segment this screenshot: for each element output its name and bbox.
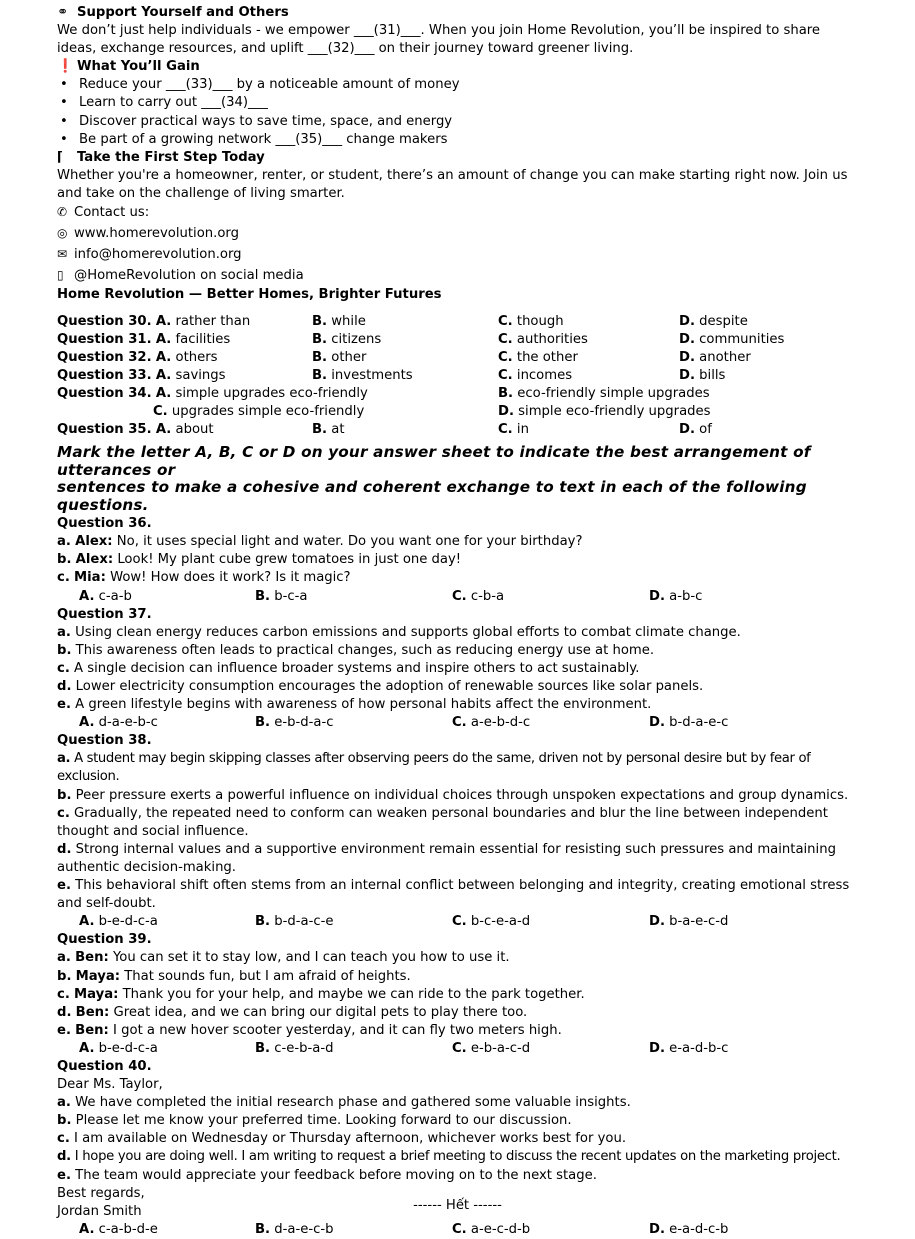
q38-line-c: c. Gradually, the repeated need to conform can weaken personal boundaries and blur the line between independent bbox=[57, 805, 828, 821]
handshake-icon: ⚭ bbox=[57, 5, 69, 20]
q39-line-c: c. Maya: Thank you for your help, and maybe we can ride to the park together. bbox=[57, 986, 585, 1002]
q37-line-e: e. A green lifestyle begins with awareness of how personal habits affect the environment. bbox=[57, 697, 652, 713]
question-38-title: Question 38. bbox=[57, 733, 152, 749]
q38-line-d: d. Strong internal values and a supportive environment remain essential for resisting such pressures and maintaining bbox=[57, 841, 836, 857]
q38-line-c-cont: thought and social influence. bbox=[57, 823, 249, 839]
support-text-1: We don’t just help individuals - we empower ___(31)___. When you join Home Revolution, you’ll be inspired to share bbox=[57, 23, 821, 39]
q39-line-a: a. Ben: You can set it to stay low, and I can teach you how to use it. bbox=[57, 950, 510, 966]
question-40-title: Question 40. bbox=[57, 1058, 152, 1074]
tagline: Home Revolution — Better Homes, Brighter Futures bbox=[57, 287, 442, 303]
list-item: • Discover practical ways to save time, space, and energy bbox=[57, 113, 871, 131]
globe-icon: ◎ bbox=[57, 226, 68, 241]
q39-options: A. b-e-d-c-a B. c-e-b-a-d C. e-b-a-c-d D. e-a-d-b-c bbox=[79, 1040, 729, 1056]
q36-line-c: c. Mia: Wow! How does it work? Is it magic? bbox=[57, 570, 351, 586]
q40-line-e: e. The team would appreciate your feedback before moving on to the next stage. bbox=[57, 1167, 597, 1183]
q38-line-e: e. This behavioral shift often stems from an internal conflict between belonging and integrity, creating emotional stress bbox=[57, 878, 850, 894]
sprout-icon: ⌈ bbox=[57, 149, 64, 165]
first-step-text-1: Whether you're a homeowner, renter, or student, there’s an amount of change you can make starting right now. Join us bbox=[57, 167, 848, 183]
questions-30-35 bbox=[57, 313, 871, 440]
q38-options: A. b-e-d-c-a B. b-d-a-c-e C. b-c-e-a-d D. b-a-e-c-d bbox=[79, 914, 729, 930]
list-item: • Learn to carry out ___(34)___ bbox=[57, 94, 871, 112]
question-36-title: Question 36. bbox=[57, 516, 152, 532]
page-footer: ------ Hết ------ bbox=[413, 1198, 502, 1213]
question-39-title: Question 39. bbox=[57, 932, 152, 948]
section-instruction: Mark the letter A, B, C or D on your answer sheet to indicate the best arrangement of utterances or sentences to make a cohesive and coherent exchange to text in each of the following questions. bbox=[57, 443, 811, 514]
q40-options: A. c-a-b-d-e B. d-a-e-c-b C. a-e-c-d-b D. e-a-d-c-b bbox=[79, 1221, 729, 1237]
q38-line-e-cont: and self-doubt. bbox=[57, 896, 156, 912]
q39-line-b: b. Maya: That sounds fun, but I am afraid of heights. bbox=[57, 968, 411, 984]
question-34: Question 34. A. simple upgrades eco-friendly B. eco-friendly simple upgrades C. upgrades simple eco-friendly D. simple eco-friendly upgrades bbox=[57, 385, 711, 419]
first-step-text-2: and take on the challenge of living smarter. bbox=[57, 185, 345, 201]
first-step-heading: ⌈ Take the First Step Today bbox=[57, 149, 871, 167]
q40-line-b: b. Please let me know your preferred time. Looking forward to our discussion. bbox=[57, 1113, 572, 1129]
question-30: Question 30. A. rather than B. while C. though D. despite bbox=[57, 313, 748, 329]
contact-social: ▯ @HomeRevolution on social media bbox=[57, 268, 304, 284]
gain-heading: ❗ What You’ll Gain bbox=[57, 58, 871, 76]
q38-line-a: a. A student may begin skipping classes after observing peers do the same, driven not by personal desire but by fear of exclusion. bbox=[57, 751, 811, 785]
q37-line-a: a. Using clean energy reduces carbon emissions and supports global efforts to combat climate change. bbox=[57, 624, 741, 640]
phone-icon: ✆ bbox=[57, 205, 68, 220]
question-35: Question 35. A. about B. at C. in D. of bbox=[57, 422, 712, 438]
q36-options: A. c-a-b B. b-c-a C. c-b-a D. a-b-c bbox=[79, 588, 703, 604]
contact-label: ✆ Contact us: bbox=[57, 205, 150, 221]
q37-line-b: b. This awareness often leads to practical changes, such as reducing energy use at home. bbox=[57, 642, 655, 658]
contact-email: ✉ info@homerevolution.org bbox=[57, 247, 242, 263]
q40-line-d: d. I hope you are doing well. I am writing to request a brief meeting to discuss the recent updates on the marketing project. bbox=[57, 1149, 841, 1165]
q40-line-c: c. I am available on Wednesday or Thursday afternoon, whichever works best for you. bbox=[57, 1131, 627, 1147]
q37-options: A. d-a-e-b-c B. e-b-d-a-c C. a-e-b-d-c D. b-d-a-e-c bbox=[79, 715, 729, 731]
support-text-2: ideas, exchange resources, and uplift ___(32)___ on their journey toward greener living. bbox=[57, 41, 634, 57]
q39-line-e: e. Ben: I got a new hover scooter yesterday, and it can fly two meters high. bbox=[57, 1022, 562, 1038]
list-item: • Reduce your ___(33)___ by a noticeable amount of money bbox=[57, 76, 871, 94]
question-31: Question 31. A. facilities B. citizens C. authorities D. communities bbox=[57, 331, 785, 347]
list-item: • Be part of a growing network ___(35)___ change makers bbox=[57, 131, 871, 149]
mobile-phone-icon: ▯ bbox=[57, 268, 64, 283]
contact-website: ◎ www.homerevolution.org bbox=[57, 226, 239, 242]
gain-list bbox=[57, 76, 871, 148]
q39-line-d: d. Ben: Great idea, and we can bring our digital pets to play there too. bbox=[57, 1004, 528, 1020]
q38-line-d-cont: authentic decision-making. bbox=[57, 859, 236, 875]
lightbulb-icon: ❗ bbox=[57, 59, 74, 75]
question-32: Question 32. A. others B. other C. the other D. another bbox=[57, 349, 751, 365]
support-heading: ⚭ Support Yourself and Others bbox=[57, 4, 871, 22]
q37-line-c: c. A single decision can influence broader systems and inspire others to act sustainably. bbox=[57, 660, 640, 676]
q40-greeting: Dear Ms. Taylor, bbox=[57, 1077, 163, 1093]
email-icon: ✉ bbox=[57, 247, 68, 262]
q37-line-d: d. Lower electricity consumption encourages the adoption of renewable sources like solar panels. bbox=[57, 679, 704, 694]
question-37-title: Question 37. bbox=[57, 606, 152, 622]
q38-line-b: b. Peer pressure exerts a powerful influence on individual choices through unspoken expectations and group dynamics. bbox=[57, 787, 849, 803]
q36-line-a: a. Alex: No, it uses special light and water. Do you want one for your birthday? bbox=[57, 534, 583, 550]
q40-signature: Jordan Smith bbox=[57, 1203, 142, 1219]
q40-closing: Best regards, bbox=[57, 1185, 145, 1201]
question-33: Question 33. A. savings B. investments C. incomes D. bills bbox=[57, 367, 726, 383]
q36-line-b: b. Alex: Look! My plant cube grew tomatoes in just one day! bbox=[57, 552, 462, 568]
q40-line-a: a. We have completed the initial research phase and gathered some valuable insights. bbox=[57, 1095, 631, 1111]
